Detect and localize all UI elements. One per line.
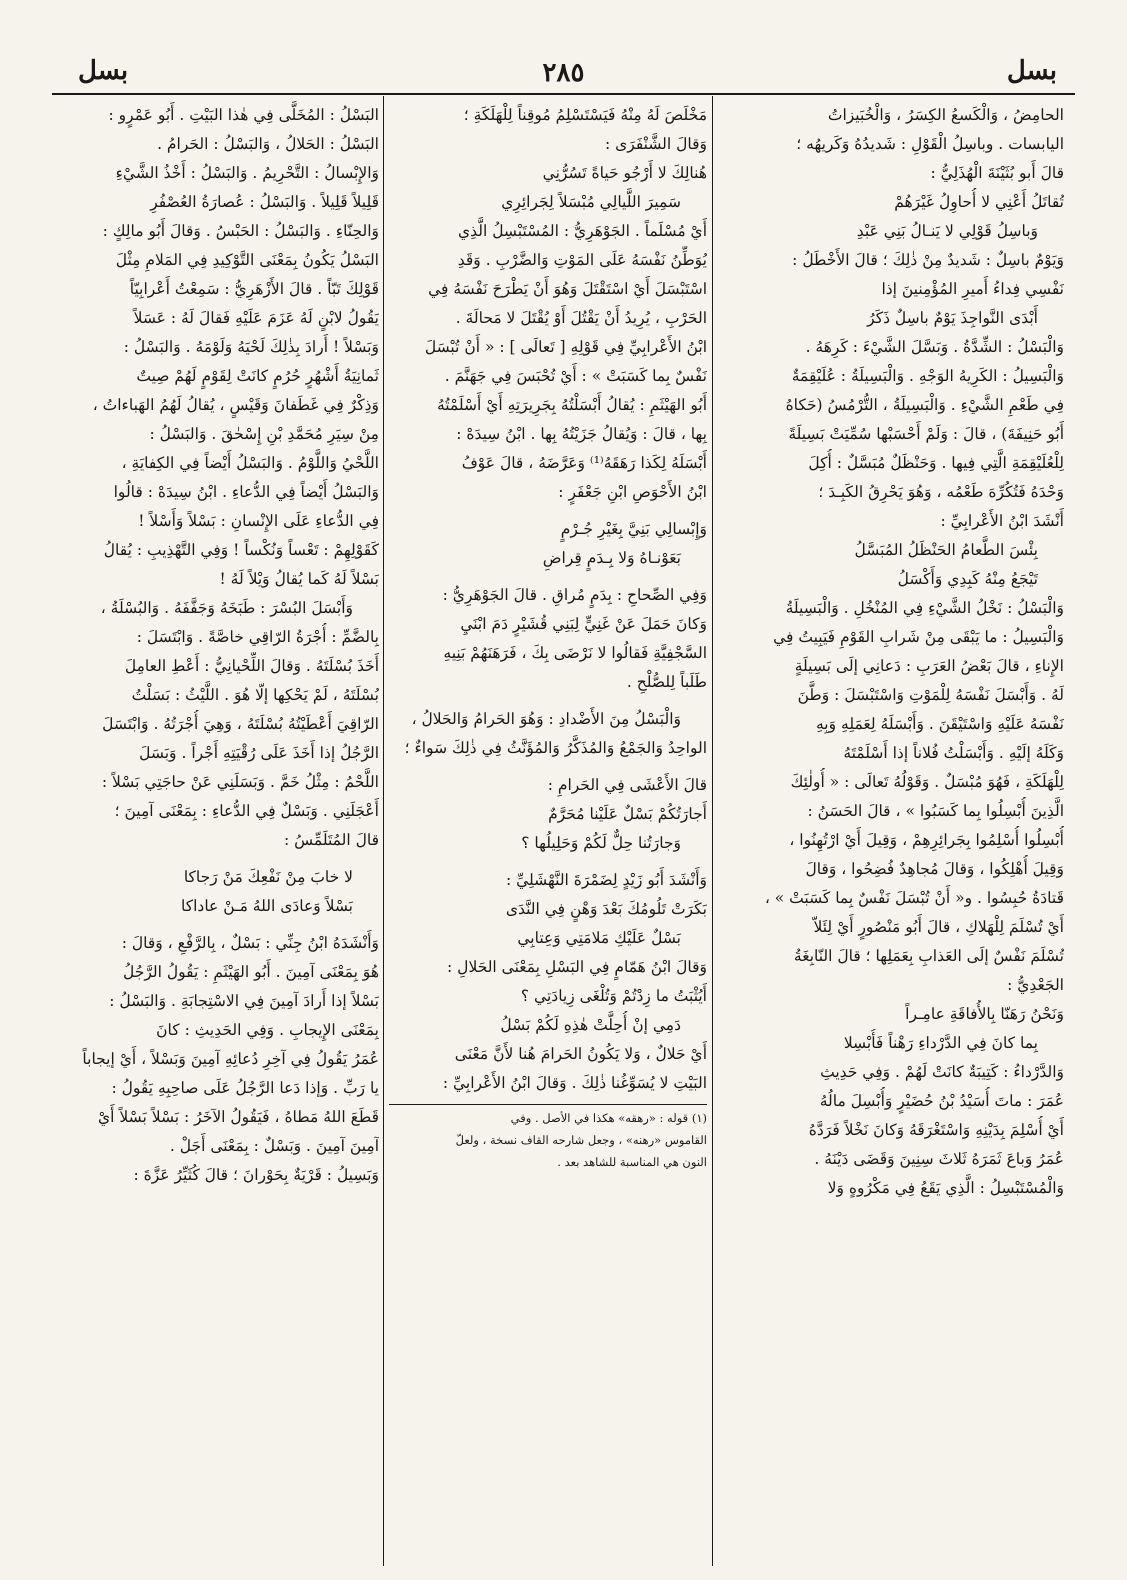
- text-line: لا خابَ مِنْ نَفْعِكَ مَنْ رَجاكا: [183, 868, 353, 886]
- text-line: بِها ، قالَ : وَيُقالُ جَزَيْتُهُ بِها . ابْنُ سِيدَهْ :: [456, 425, 707, 443]
- text-line: اليابسات . وباسِلُ الْقَوْلِ : شَديدُهُ وَكَريهُه ؛: [796, 135, 1064, 153]
- text-line: سَمِيرَ اللَّيالِي مُبْسَلاً لِجَرائِرِي: [501, 193, 681, 211]
- text-line: أَنْشَدَ ابْنُ الأَعْرابِيِّ :: [940, 512, 1064, 530]
- text-line: قَتادَةُ حُبِسُوا . و« أَنْ تُبْسَلَ نَفْسٌ بِما كَسَبَتْ » ،: [764, 889, 1064, 907]
- text-line: فِي الدُّعاءِ عَلَى الإِنْسانِ : بَسْلاً وَأَسْلاً !: [138, 512, 379, 530]
- text-line: بَسْلاً إذا أَرادَ آمِينَ فِي الاسْتِجابَةِ . وَالبَسْلُ :: [109, 992, 379, 1010]
- text-line: فِي طَعْمِ الشَّيْءِ . وَالْبَسِيلَةُ ، التُّرْمُسُ (حَكاهُ: [785, 396, 1064, 414]
- text-line: وَباسِلُ قَوْلِي لا يَنـالُ بَنِي عَبْدِ: [856, 222, 1038, 240]
- text-line: وَالْمُسْتَبْسِلُ : الَّذِي يَقَعُ فِي مَكْرُوهٍ وَلا: [827, 1179, 1064, 1197]
- column-divider-left: [383, 96, 384, 1566]
- text-line: وَبَسِيلُ : قَرْيَةٌ بِحَوْرانَ ؛ قالَ كُثَيِّرُ عَزَّةَ :: [133, 1166, 379, 1184]
- text-line: وَحْدَهُ فَتُكُرِّهَ طَعْمُه ، وَهُوَ يَحْرِقُ الكَبِـدَ ؛: [818, 483, 1064, 501]
- text-line: أُبْسِلُوا أُسْلِمُوا بِجَرائِرِهِمْ ، وَقِيلَ أَيْ ارْتُهِنُوا ،: [789, 831, 1064, 849]
- text-line: البَسْلُ : الحَلالُ ، وَالبَسْلُ : الحَرامُ .: [157, 135, 379, 153]
- text-line: ابْنُ الأَعْرابِيِّ فِي قَوْلِهِ [ تَعالَى ] : « أَنْ تُبْسَلَ: [424, 338, 707, 356]
- text-line: أَخَذَ بُسْلَتَهُ . وَقالَ اللِّحْيانِيُّ : أَعْطِ العامِلَ: [124, 657, 379, 675]
- text-line: قالَ أَبو بُثَيْنَةَ الْهُذَلِيُّ :: [930, 164, 1064, 182]
- text-line: وَقِيلَ أُهْلِكُوا ، وَقالَ مُجاهِدٌ فُضِحُوا ، وَقالَ: [805, 860, 1064, 878]
- text-column-left: [61, 101, 379, 1561]
- text-line: عُمَرُ وَباعَ ثَمَرَهُ ثَلاثَ سِنِينَ وَقَضَى دَيْنَهُ .: [814, 1150, 1064, 1168]
- text-line: وَفِي الصِّحاحِ : بِدَمٍ مُراقِ . قالَ الجَوْهَرِيُّ :: [442, 586, 707, 604]
- text-line: بَسْلٌ عَلَيْكِ مَلامَتِي وَعِتابِي: [517, 929, 681, 947]
- text-line: بُسْلَتَهُ ، لَمْ يَحْكِها إلّا هُوَ . اللَّيْثُ : بَسَلْتُ: [131, 686, 379, 704]
- text-line: تَيْجَعُ مِنْهُ كَبِدِي وَأَكْسَلُ: [897, 570, 1038, 588]
- text-line: وَالدَّرْداءُ : كَتِيبَةٌ كانَتْ لَهُمْ . وَفِي حَدِيثِ: [820, 1063, 1064, 1081]
- text-line: يَقُولُ لابْنٍ لَهُ عَزَمَ عَلَيْهِ فَقالَ لَهُ : عَسَلاً: [133, 309, 379, 327]
- text-line: قَلِيلاً قَلِيلاً . وَالبَسْلُ : عُصارَةُ العُصْفُرِ: [150, 193, 379, 211]
- text-line: الرَّجُلُ إذا أَخَذَ عَلَى رُقْيَتِهِ أَجْراً . وَبَسَلَ: [139, 744, 379, 762]
- footnote-line: القاموس «رهنه» ، وجعل شارحه القاف نسخة ، ولعلّ: [455, 1133, 707, 1147]
- text-line: دَمِي إنْ أُحِلَّتْ هٰذِهِ لَكُمْ بَسْلُ: [500, 1016, 681, 1034]
- text-line: وَأَبْسَلَ البُسْرَ : طَبَخَهُ وَجَفَّفَهُ . وَالبُسْلَةُ ،: [100, 599, 353, 617]
- text-line: أَيْ مُسْلَماً . الجَوْهَرِيُّ : المُسْتَبْسِلُ الَّذِي: [457, 222, 707, 240]
- text-line: وَيَوْمٌ باسِلٌ : شَديدٌ مِنْ ذٰلِكَ ؛ قالَ الأَخْطَلُ :: [792, 251, 1064, 269]
- text-line: وَكَلَهُ إلَيْهِ . وَأَبْسَلْتُ فُلاناً إذا أَسْلَمْتَهُ: [843, 744, 1064, 762]
- text-line: وَأَنْشَدَ أَبُو زَيْدٍ لِضَمْرَةَ النَّهْشَلِيِّ :: [505, 871, 707, 889]
- footnote-rule: [389, 1104, 707, 1105]
- text-line: وَالْبَسِيلُ : الكَرِيهُ الوَجْهِ . وَالْبَسِيلَةُ : عُلَيْقِمَةٌ: [791, 367, 1064, 385]
- text-line: أَعْجَلَنِي . وَبَسْلٌ فِي الدُّعاءِ : بِمَعْنَى آمِينَ ؛: [114, 802, 379, 820]
- text-line: وَالْبَسِيلُ : ما يَبْقَى مِنْ شَرابِ القَوْمِ فَيَبِيتُ فِي: [773, 628, 1064, 646]
- text-line: وَالْبَسْلُ مِنَ الأَضْدادِ : وَهُوَ الحَرامُ وَالحَلالُ ،: [411, 710, 681, 728]
- text-line: وَكانَ حَمَلَ عَنْ غَنِيٍّ لِبَنِي قُشَيْرٍ دَمَ ابْنَيِ: [460, 615, 707, 633]
- text-line: أَيْ أُسْلِمَ بِدَيْنِهِ وَاسْتَغْرَقَهُ وَكانَ نَخْلاً فَرَدَّهُ: [808, 1121, 1064, 1139]
- footnote-line: (١) قوله : «رهقه» هكذا في الأصل . وفي: [510, 1111, 707, 1125]
- text-line: وَذِكْرٌ فِي غَطَفانَ وَقَيْسٍ ، يُقالُ لَهُمُ الهَباءاتُ ،: [92, 396, 379, 414]
- text-line: مَخْلَصَ لَهُ مِنْهُ فَيَسْتَسْلِمُ مُوقِناً لِلْهَلَكَةِ ؛: [463, 106, 707, 124]
- text-line: أَيُثْبَتُ ما زِدْتُمْ وَتُلْغَى زِيادَتِي ؟: [520, 987, 707, 1005]
- text-line: بِئْسَ الطَّعامُ الحَنْظَلُ المُبَسَّلُ: [854, 541, 1038, 559]
- text-line: يا رَبِّ . وَإذا دَعا الرَّجُلُ عَلَى صاحِبِهِ يَقُولُ :: [111, 1079, 379, 1097]
- text-line: البَسْلُ يَكُونُ بِمَعْنَى التَّوْكِيدِ فِي المَلامِ مِثْلَ: [115, 251, 379, 269]
- text-line: بَسْلاً لَهُ كَما يُقالُ وَيْلاً لَهُ !: [219, 570, 379, 588]
- text-line: كَقَوْلِهِمْ : تَعْساً وَنُكْساً ! وَفِي التَّهْذِيبِ : يُقالُ: [103, 541, 379, 559]
- text-line: الواحِدُ وَالجَمْعُ وَالمُذَكَّرُ وَالمُؤَنَّثُ فِي ذٰلِكَ سَواءٌ ؛: [404, 739, 707, 757]
- text-line: لِلْهَلَكَةِ ، فَهُوَ مُبْسَلٌ . وَقَوْلُهُ تَعالَى : « أُولٰئِكَ: [790, 773, 1064, 791]
- text-line: بِمَعْنَى الإِيجابِ . وَفِي الحَدِيثِ : كانَ: [156, 1021, 379, 1039]
- text-line: وَالبَسْلُ أَيْضاً فِي الدُّعاءِ . ابْنُ سِيدَهْ : قالُوا: [113, 483, 379, 501]
- text-line: لِلْعُلَيْقِمَةِ الَّتِي فِيها . وَحَنْظَلٌ مُبَسَّلٌ : أُكِلَ: [808, 454, 1064, 472]
- text-line: أَبُو الهَيْثَمِ : يُقالُ أَبْسَلْتُهُ بِجَرِيرَتِهِ أَيْ أَسْلَمْتُهُ: [436, 396, 707, 414]
- text-line: بَعَوْنـاهُ وَلا بِـدَمٍ قِراضِ: [542, 549, 681, 567]
- text-line: نَفْسِي فِداءُ أَميرِ المُؤْمِنينَ إذا: [881, 280, 1064, 298]
- text-line: وَنَحْنُ رَهَنّا بِالأُفاقَةِ عامِـراً: [905, 1005, 1064, 1023]
- text-line: وَجارَتُنا حِلٌّ لَكُمْ وَحَلِيلُها ؟: [521, 834, 681, 852]
- text-line: مِنْ سِيَرِ مُحَمَّدِ بْنِ إِسْحٰقَ . وَالبَسْلُ :: [149, 425, 379, 443]
- text-line: نَفْسَهُ عَلَيْهِ وَاسْتَيْقَنَ . وَأَبْسَلَهُ لِعَمَلِهِ وَبِهِ: [815, 715, 1064, 733]
- text-line: وَأَنْشَدَهُ ابْنُ جِنِّي : بَسْلٌ ، بِالرَّفْعِ ، وَقالَ :: [121, 934, 379, 952]
- text-line: وَالإِبْسالُ : التَّحْرِيمُ . وَالبَسْلُ : أَخْذُ الشَّيْءِ: [115, 164, 379, 182]
- column-divider-right: [712, 96, 713, 1566]
- page-number: ٢٨٥: [542, 58, 585, 88]
- text-line: الحامِضُ ، وَالْكَسعُ الكِسَرُ ، وَالْخُبَيزاتُ: [827, 106, 1064, 124]
- text-line: قَطَعَ اللهُ مَطاهُ ، فَيَقُولُ الآخَرُ : بَسْلاً بَسْلاً أَيْ: [98, 1108, 379, 1126]
- text-line: وَإِبْسالِي بَنِيَّ بِغَيْرِ جُـرْمٍ: [560, 520, 707, 538]
- text-line: هُنالِكَ لا أَرْجُو حَياةً تَسُرُّنِي: [542, 164, 707, 182]
- text-line: نَفْسٌ بِما كَسَبَتْ » : أَيْ تُحْبَسَ فِي جَهَنَّمَ .: [444, 367, 707, 385]
- text-line: قَوْلِكَ تَبّاً . قالَ الأَزْهَرِيُّ : سَمِعْتُ أَعْرابِيّاً: [129, 280, 379, 298]
- text-line: اسْتَبْسَلَ أَيْ اسْتَقْتَلَ وَهُوَ أَنْ يَطْرَحَ نَفْسَهُ فِي: [428, 280, 707, 298]
- text-line: اللَّحْيُ وَاللَّوْمُ . وَالبَسْلُ أَيْضاً فِي الكِفايَةِ ،: [121, 454, 379, 472]
- text-line: طَلَباً لِلصُّلْحِ .: [626, 673, 707, 691]
- text-line: الَّذِينَ أُبْسِلُوا بِما كَسَبُوا » ، قالَ الحَسَنُ :: [807, 802, 1064, 820]
- text-line: تُقاتَلُ أَعْنِي لا أُحاوِلُ غَيْرَهُمْ: [894, 193, 1064, 211]
- text-column-middle: [389, 101, 707, 1561]
- text-line: وَقالَ الشَّنْفَرَى :: [604, 135, 707, 153]
- text-line: قالَ المُتَلَمِّسُ :: [284, 831, 379, 849]
- text-line: أَيْ تُسْلَمَ لِلْهَلاكِ ، قالَ أَبُو مَنْصُورٍ أَيْ لِئَلاّ: [813, 918, 1064, 936]
- text-line: أَجارَتُكُمْ بَسْلٌ عَلَيْنا مُحَرَّمٌ: [548, 805, 707, 823]
- text-line: اللَّحْمُ : مِثْلُ خَمَّ . وَبَسَلَنِي عَنْ حاجَتِي بَسْلاً :: [101, 773, 379, 791]
- text-line: البَسْلُ : المُخَلَّى فِي هٰذا البَيْتِ . أَبُو عَمْرٍو :: [108, 106, 379, 124]
- text-line: وَقالَ ابْنُ هَمّامٍ فِي البَسْلِ بِمَعْنَى الحَلالِ :: [447, 958, 707, 976]
- text-line: بَسْلاً وَعادَى اللهُ مَـنْ عاداكا: [181, 897, 353, 915]
- text-line: أَيْ حَلالٌ ، وَلا يَكُونُ الحَرامَ هُنا لأَنَّ مَعْنَى: [454, 1045, 707, 1063]
- text-line: البَيْتِ لا يُسَوِّغُنا ذٰلِكَ . وَقالَ ابْنُ الأَعْرابِيِّ :: [442, 1074, 707, 1092]
- text-line: السَّجْفِيَّةِ فَقالُوا لا نَرْضَى بِكَ ، فَرَهَنَهُمْ بَنِيهِ: [443, 644, 707, 662]
- text-line: ابْنُ الأَحْوَصِ ابْنِ جَعْفَرٍ :: [558, 483, 707, 501]
- text-line: بِما كانَ فِي الدَّرْداءِ رَهْناً فَأُبْسِلا: [843, 1034, 1038, 1052]
- text-line: آمِينَ آمِينَ . وَبَسْلٌ : بِمَعْنَى أَجَلْ .: [169, 1137, 379, 1155]
- text-line: بِالضَّمِّ : أُجْرَةُ الرّاقِي خاصَّةً . وَابْتَسَلَ :: [136, 628, 379, 646]
- text-line: الرّاقِيَ أَعْطَيْتُهُ بُسْلَتَهُ ، وَهِيَ أُجْرَتُهُ . وَابْتَسَلَ: [102, 715, 379, 733]
- text-line: عُمَرَ : ماتَ أُسَيْدُ بْنُ حُضَيْرٍ وَأُبْسِلَ مالُهُ: [819, 1092, 1064, 1110]
- text-line: يُوَطِّنُ نَفْسَهُ عَلَى المَوْتِ وَالضَّرْبِ . وَقَدِ: [457, 251, 707, 269]
- text-line: هُوَ بِمَعْنَى آمِينَ . أَبُو الهَيْثَمِ : يَقُولُ الرَّجُلُ: [123, 963, 379, 981]
- text-line: الجَعْدِيُّ :: [1007, 976, 1064, 994]
- text-line: تُسْلَمَ نَفْسٌ إلَى العَذابِ بِعَمَلِها ؛ قالَ النّابِغَةُ: [793, 947, 1064, 965]
- header-rule: [52, 93, 1075, 95]
- text-column-right: [718, 101, 1064, 1561]
- text-line: الإِناءِ ، قالَ بَعْضُ العَرَبِ : دَعانِي إلَى بَسِيلَةٍ: [794, 657, 1064, 675]
- text-line: ثَمانِيَةُ أَشْهُرٍ حُرُمٍ كانَتْ لِقَوْمٍ لَهُمْ صِيتٌ: [136, 367, 379, 385]
- text-line: لَهُ . وَأَبْسَلَ نَفْسَهُ لِلْمَوْتِ وَاسْتَبْسَلَ : وَطَّنَ: [797, 686, 1064, 704]
- text-line: وَالحِنّاءِ . وَالبَسْلُ : الحَبْسُ . وَقالَ أَبُو مالِكٍ :: [102, 222, 379, 240]
- text-line: الحَرْبِ ، يُرِيدُ أَنْ يَقْتُلَ أَوْ يُقْتَلَ لا مَحالَةَ .: [455, 309, 707, 327]
- text-line: قالَ الأَعْشَى فِي الحَرامِ :: [547, 776, 707, 794]
- header-guide-word-left: بسل: [78, 56, 129, 86]
- text-line: عُمَرُ يَقُولُ فِي آخِرِ دُعائِهِ آمِينَ وَبَسْلاً ، أَيْ إيجاباً: [82, 1050, 379, 1068]
- text-line: وَالْبَسْلُ : نَخْلُ الشَّيْءِ فِي المُنْخُلِ . وَالْبَسِيلَةُ: [785, 599, 1064, 617]
- text-line: وَالْبَسْلُ : الشِّدَّةُ . وَبَسَّلَ الشَّيْءَ : كَرِهَهُ .: [805, 338, 1064, 356]
- footnote-line: النون هي المناسبة للشاهد بعد .: [557, 1155, 707, 1169]
- text-line: وَبَسْلاً ! أَرادَ بِذٰلِكَ لَحْيَهُ وَلَوْمَهُ . وَالبَسْلُ :: [123, 338, 379, 356]
- header-guide-word-right: بسل: [1006, 56, 1057, 86]
- text-line: أَبْدَى النَّواجِذَ يَوْمٌ باسِلٌ ذَكَرُ: [867, 309, 1038, 327]
- text-line: أَبْسَلَهُ لِكَذا رَهَقَهُ⁽¹⁾ وَعَرَّضَهُ ، قالَ عَوْفُ: [461, 454, 707, 472]
- text-line: بَكَرَتْ تَلُومُكَ بَعْدَ وَهْنٍ فِي النَّدَى: [505, 900, 707, 918]
- page-header: [52, 56, 1075, 90]
- text-line: أَبُو حَنِيفَةَ) ، قالَ : وَلَمْ أَحْسَبْها سُمِّيَتْ بَسِيلَةً: [788, 425, 1064, 443]
